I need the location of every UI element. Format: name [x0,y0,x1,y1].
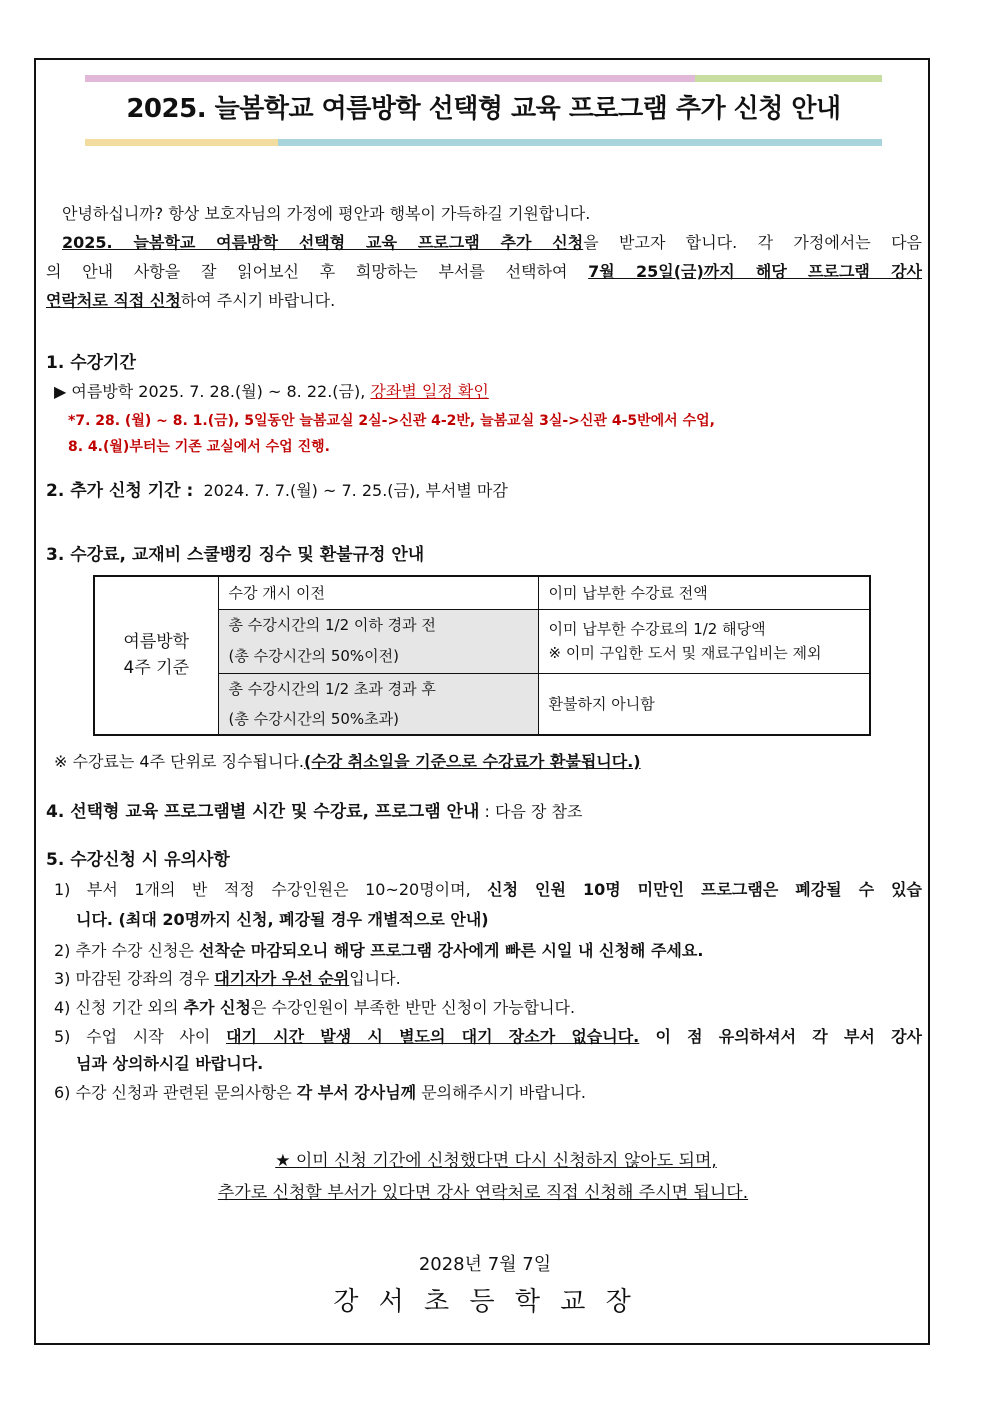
section-2 [46,476,508,501]
title-bar-bottom-left [85,139,278,146]
intro-line-2 [46,230,922,253]
table-period-line-2: 4주 기준 [123,658,189,679]
section-4 [46,797,582,822]
intro-line-3 [46,259,922,282]
notice-item-4 [54,995,575,1018]
table-cell: 환불하지 아니함 [538,673,870,735]
intro-contact: 연락처로 직접 신청 [46,291,181,310]
table-cell [218,673,538,735]
closing-line-1: ★ 이미 신청 기간에 신청했다면 다시 신청하지 않아도 되며, [275,1151,717,1171]
intro-line-4 [46,288,335,311]
intro-line-3-text: 의 안내 사항을 잘 읽어보신 후 희망하는 부서를 선택하여 [46,262,589,281]
section-3-note-text: ※ 수강료는 4주 단위로 징수됩니다. [54,752,304,771]
title-bar-top-left [85,75,695,82]
section-1-period-text: ▶ 여름방학 2025. 7. 28.(월) ~ 8. 22.(금), [54,382,371,401]
section-2-heading: 2. 추가 신청 기간 : [46,481,194,501]
notice-item-1 [54,877,922,900]
intro-line-4-rest: 하여 주시기 바랍니다. [180,291,336,310]
notice-item-6-bold: 각 부서 강사님께 [296,1083,417,1102]
intro-deadline: 7월 25일(금)까지 해당 프로그램 강사 [588,262,923,281]
title-bar-top-right [695,75,882,82]
notice-item-1-bold: 신청 인원 10명 미만인 프로그램은 폐강될 수 있습 [487,880,922,899]
table-cell [218,609,538,673]
notice-item-4-rest: 은 수강인원이 부족한 반만 신청이 가능합니다. [250,998,576,1017]
intro-line-2-rest: 을 받고자 합니다. 각 가정에서는 다음 [583,233,922,252]
notice-item-4-bold: 추가 신청 [183,998,251,1017]
section-3-note-refund: (수강 취소일을 기준으로 수강료가 환불됩니다.) [303,752,641,771]
table-cell: 이미 납부한 수강료 전액 [538,576,870,609]
notice-item-5 [54,1024,922,1047]
intro-greeting: 안녕하십니까? 항상 보호자님의 가정에 평안과 행복이 가득하길 기원합니다. [62,204,591,223]
table-cell-line: (총 수강시간의 50%초과) [228,709,400,728]
school-principal-signature: 강 서 초 등 학 교 장 [333,1287,637,1317]
table-cell-line: 이미 납부한 수강료의 1/2 해당액 [548,620,766,638]
table-cell-line: 총 수강시간의 1/2 초과 경과 후 [228,679,436,698]
refund-table [93,575,871,736]
section-1-note-2: 8. 4.(월)부터는 기존 교실에서 수업 진행. [68,439,330,455]
notice-item-3-underline: 대기자가 우선 순위 [214,969,350,988]
notice-item-2-bold: 선착순 마감되오니 해당 프로그램 강사에게 빠른 시일 내 신청해 주세요. [198,941,704,960]
notice-item-2-text: 2) 추가 수강 신청은 [54,941,199,960]
notice-item-1-text: 1) 부서 1개의 반 적정 수강인원은 10~20명이며, [54,880,488,899]
notice-item-6 [54,1080,586,1103]
notice-item-1-cont: 니다. (최대 20명까지 신청, 폐강될 경우 개별적으로 안내) [76,910,489,929]
schedule-check-link: 강좌별 일정 확인 [370,382,489,401]
section-1-period [54,379,489,402]
page-title: 2025. 늘봄학교 여름방학 선택형 교육 프로그램 추가 신청 안내 [126,94,841,124]
notice-item-3 [54,966,401,989]
table-cell: 수강 개시 이전 [218,576,538,609]
notice-item-5-text: 5) 수업 시작 사이 [54,1027,227,1046]
section-1-heading: 1. 수강기간 [46,353,136,373]
notice-item-3-text: 3) 마감된 강좌의 경우 [54,969,215,988]
title-bar-bottom-right [278,139,882,146]
table-cell-line: 총 수강시간의 1/2 이하 경과 전 [228,616,436,634]
notice-item-5-cont: 님과 상의하시길 바랍니다. [76,1054,264,1073]
section-1-note-1: *7. 28. (월) ~ 8. 1.(금), 5일동안 늘봄교실 2실->신관 4-2반, 늘봄교실 3실->신관 4-5반에서 수업, [68,413,715,429]
section-3-note [54,749,641,772]
section-4-text: : 다음 장 참조 [484,802,583,821]
notice-item-6-rest: 문의해주시기 바랍니다. [416,1083,586,1102]
notice-item-6-text: 6) 수강 신청과 관련된 문의사항은 [54,1083,297,1102]
notice-item-3-rest: 입니다. [349,969,401,988]
document-date: 2028년 7월 7일 [418,1254,552,1275]
notice-item-2 [54,938,703,961]
table-row [94,576,870,609]
intro-program-name: 2025. 늘봄학교 여름방학 선택형 교육 프로그램 추가 신청 [62,233,584,252]
section-3-heading: 3. 수강료, 교재비 스쿨뱅킹 징수 및 환불규정 안내 [46,545,425,565]
notice-item-5-underline: 대기 시간 발생 시 별도의 대기 장소가 없습니다. [226,1027,640,1046]
closing-line-2: 추가로 신청할 부서가 있다면 강사 연락처로 직접 신청해 주시면 됩니다. [217,1183,749,1203]
table-cell-line: ※ 이미 구입한 도서 및 재료구입비는 제외 [548,644,822,662]
section-4-heading: 4. 선택형 교육 프로그램별 시간 및 수강료, 프로그램 안내 [46,802,480,822]
section-5-heading: 5. 수강신청 시 유의사항 [46,850,230,870]
notice-item-4-text: 4) 신청 기간 외의 [54,998,184,1017]
table-cell-line: (총 수강시간의 50%이전) [228,647,400,665]
table-period-line-1: 여름방학 [123,632,190,653]
notice-item-5-bold: 이 점 유의하셔서 각 부서 강사 [639,1027,922,1046]
table-period-cell [94,576,218,735]
section-2-text: 2024. 7. 7.(월) ~ 7. 25.(금), 부서별 마감 [203,481,508,500]
table-cell [538,609,870,673]
